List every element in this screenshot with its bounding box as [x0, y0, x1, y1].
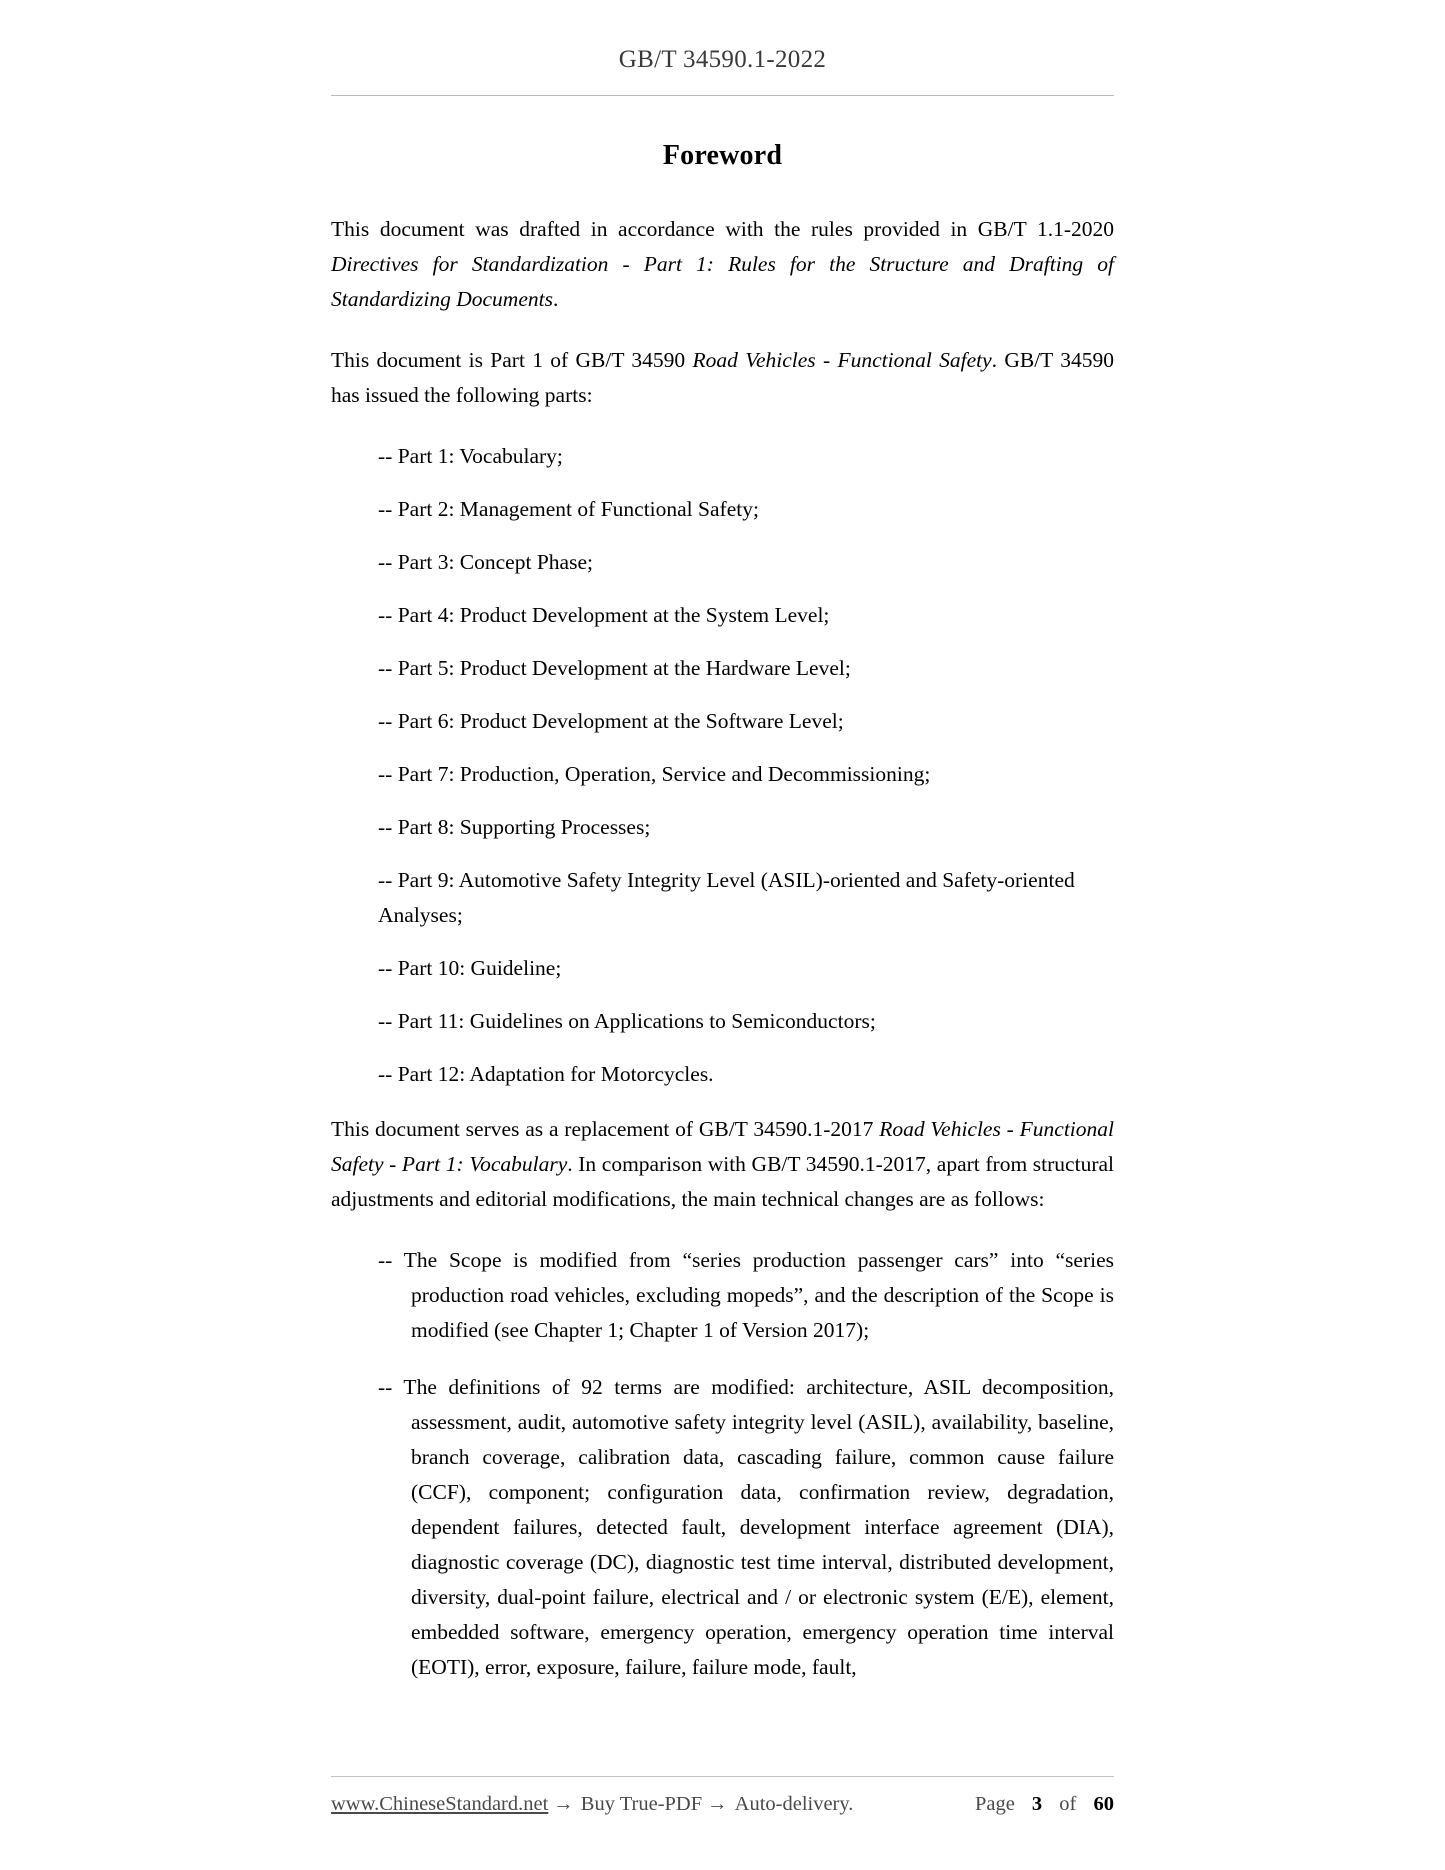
paragraph-1-italic-title: Directives for Standardization - Part 1: Rules for the Structure and Drafting of Standardizing Documents — [331, 252, 1114, 311]
footer-left-group — [331, 1793, 853, 1816]
footer-row — [331, 1793, 1114, 1816]
paragraph-replacement-notice — [331, 1112, 1114, 1217]
list-item: -- Part 5: Product Development at the Hardware Level; — [378, 656, 851, 680]
paragraph-2-italic-title: Road Vehicles - Functional Safety — [692, 348, 992, 372]
list-item: -- Part 6: Product Development at the Software Level; — [378, 709, 844, 733]
page-word-label: Page — [974, 1793, 1015, 1815]
paragraph-1-lead: This document was drafted in accordance with the rules provided in GB/T 1.1-2020 — [331, 217, 1114, 241]
list-item: -- Part 10: Guideline; — [378, 956, 562, 980]
list-item: -- Part 8: Supporting Processes; — [378, 815, 651, 839]
paragraph-3-italic-title: Road Vehicles - Functional Safety - Part 1: Vocabulary — [331, 1117, 1114, 1176]
list-item: -- The Scope is modified from “series production passenger cars” into “series production road vehicles, excluding mopeds”, and the description of the Scope is modified (see Chapter 1; Chapter 1 of Version 2017); — [378, 1248, 1114, 1342]
page-header — [0, 0, 1445, 96]
footer-divider — [331, 1776, 1114, 1777]
page-indicator — [975, 1793, 1114, 1816]
auto-delivery-label: Auto-delivery. — [734, 1793, 854, 1815]
list-item: -- Part 2: Management of Functional Safety; — [378, 497, 759, 521]
paragraph-part-listing-intro — [331, 343, 1114, 413]
list-item: -- Part 7: Production, Operation, Service and Decommissioning; — [378, 762, 931, 786]
paragraph-2-lead: This document is Part 1 of GB/T 34590 — [331, 348, 693, 372]
chinesestandard-link[interactable]: www.ChineseStandard.net — [331, 1793, 549, 1815]
paragraph-1-tail: . — [552, 287, 559, 311]
list-item: -- Part 3: Concept Phase; — [378, 550, 593, 574]
document-content — [331, 96, 1114, 1685]
paragraph-drafting-rules — [331, 212, 1114, 317]
list-item: -- Part 1: Vocabulary; — [378, 444, 563, 468]
list-item: -- Part 4: Product Development at the System Level; — [378, 603, 830, 627]
paragraph-2-tail: . GB/T 34590 has issued the following parts: — [331, 348, 1114, 407]
of-label: of — [1059, 1793, 1077, 1815]
current-page-number: 3 — [1031, 1793, 1043, 1815]
total-page-count: 60 — [1093, 1793, 1114, 1815]
technical-changes-list — [331, 1243, 1114, 1685]
page-footer — [331, 1776, 1114, 1816]
list-item: -- The definitions of 92 terms are modified: architecture, ASIL decomposition, assessment, audit, automotive safety integrity level (ASIL), availability, baseline, branch coverage, calibration data, cascading failure, common cause failure (CCF), component; configuration data, confirmation review, degradation, dependent failures, detected fault, development interface agreement (DIA), diagnostic coverage (DC), diagnostic test time interval, distributed development, diversity, dual-point failure, electrical and / or electronic system (E/E), element, embedded software, emergency operation, emergency operation time interval (EOTI), error, exposure, failure, failure mode, fault, — [378, 1375, 1114, 1679]
page-title: Foreword — [662, 140, 783, 171]
arrow-right-icon: → — [553, 1793, 574, 1815]
list-item: -- Part 12: Adaptation for Motorcycles. — [378, 1062, 714, 1086]
paragraph-3-lead: This document serves as a replacement of GB/T 34590.1-2017 — [331, 1117, 880, 1141]
buy-true-pdf-label[interactable]: Buy True-PDF — [580, 1793, 703, 1815]
paragraph-3-tail: . In comparison with GB/T 34590.1-2017, apart from structural adjustments and editorial modifications, the main technical changes are as follows: — [331, 1152, 1114, 1211]
parts-list — [331, 439, 1114, 1092]
list-item: -- Part 9: Automotive Safety Integrity Level (ASIL)-oriented and Safety-oriented Analyses; — [378, 868, 1075, 927]
list-item: -- Part 11: Guidelines on Applications to Semiconductors; — [378, 1009, 876, 1033]
arrow-right-icon-2: → — [707, 1793, 728, 1815]
header-standard-number: GB/T 34590.1-2022 — [618, 46, 827, 73]
